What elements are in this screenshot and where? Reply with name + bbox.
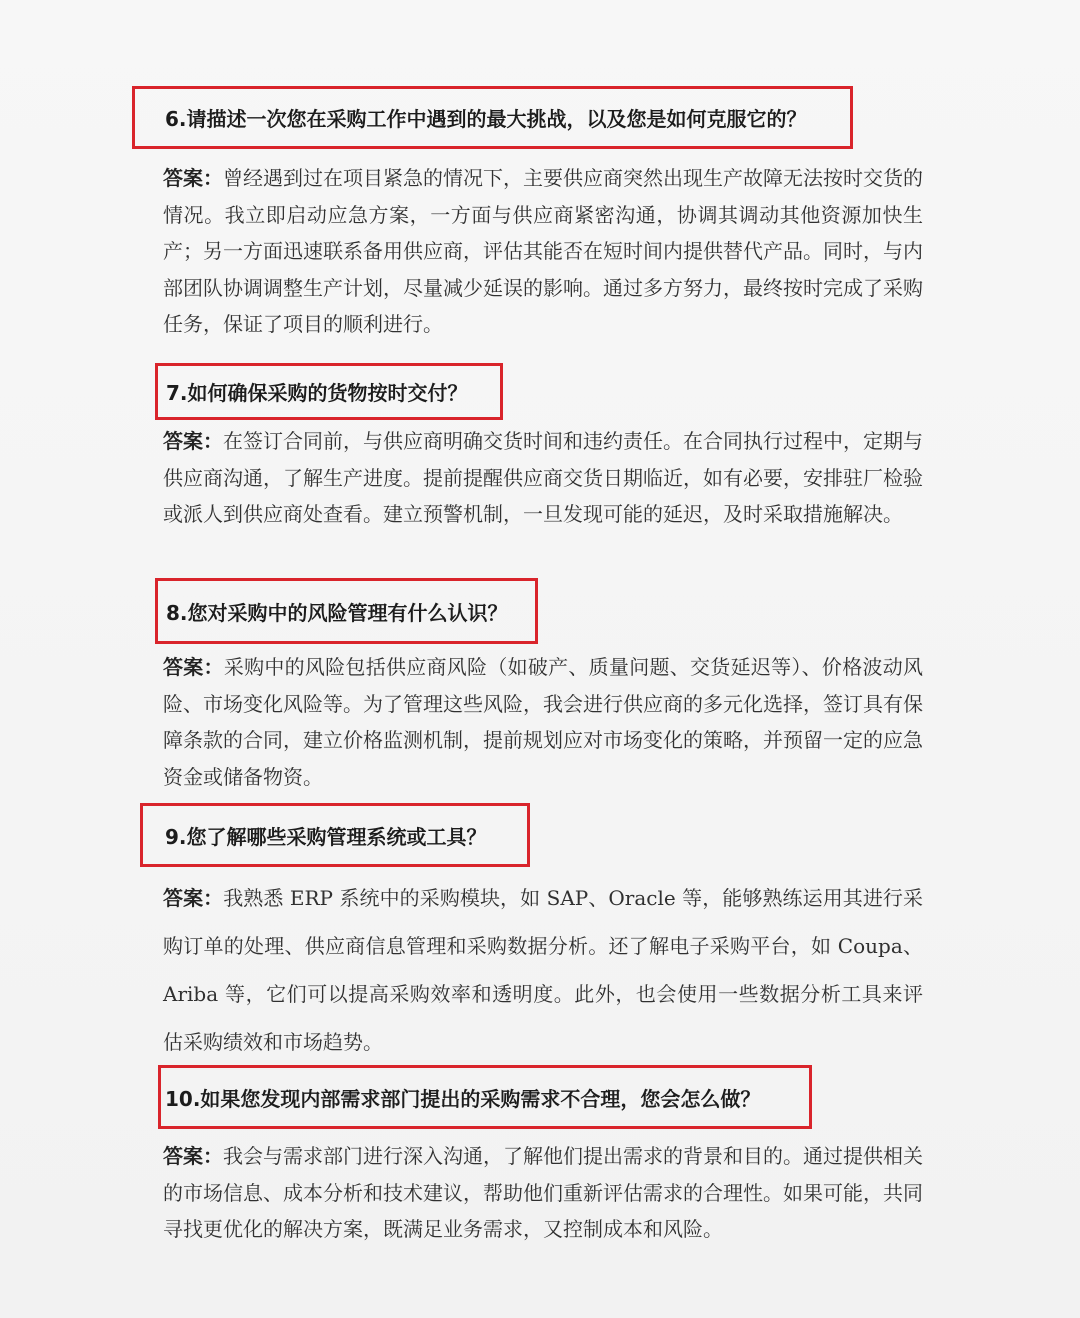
answer-text: 在签订合同前，与供应商明确交货时间和违约责任。在合同执行过程中，定期与供应商沟通，了解生产进度。提前提醒供应商交货日期临近，如有必要，安排驻厂检验或派人到供应商处查看。建立预警机制，一旦发现可能的延迟，及时采取措施解决。 (163, 429, 923, 526)
answer-label: 答案： (163, 886, 224, 910)
answer-text: 采购中的风险包括供应商风险（如破产、质量问题、交货延迟等）、价格波动风险、市场变化风险等。为了管理这些风险，我会进行供应商的多元化选择，签订具有保障条款的合同，建立价格监测机制，提前规划应对市场变化的策略，并预留一定的应急资金或储备物资。 (163, 655, 924, 789)
question-7: 7.如何确保采购的货物按时交付？ (166, 381, 468, 405)
answer-label: 答案： (163, 655, 224, 679)
answer-7 (163, 423, 923, 533)
answer-text: 我熟悉 ERP 系统中的采购模块，如 SAP、Oracle 等，能够熟练运用其进行采购订单的处理、供应商信息管理和采购数据分析。还了解电子采购平台，如 Coupa、Ariba 等，它们可以提高采购效率和透明度。此外，也会使用一些数据分析工具来评估采购绩效和市场趋势。 (163, 886, 923, 1054)
question-box-8 (155, 578, 538, 644)
answer-label: 答案： (163, 166, 223, 190)
answer-text: 我会与需求部门进行深入沟通，了解他们提出需求的背景和目的。通过提供相关的市场信息、成本分析和技术建议，帮助他们重新评估需求的合理性。如果可能，共同寻找更优化的解决方案，既满足业务需求，又控制成本和风险。 (163, 1144, 923, 1241)
answer-label: 答案： (163, 1144, 223, 1168)
question-box-10 (158, 1065, 812, 1129)
answer-label: 答案： (163, 429, 223, 453)
answer-8 (163, 649, 923, 795)
question-10: 10.如果您发现内部需求部门提出的采购需求不合理，您会怎么做？ (165, 1086, 761, 1111)
answer-6 (163, 160, 923, 343)
answer-10 (163, 1138, 923, 1248)
question-6: 6.请描述一次您在采购工作中遇到的最大挑战，以及您是如何克服它的？ (165, 107, 807, 131)
question-box-6 (132, 86, 853, 149)
answer-9 (163, 874, 923, 1066)
question-box-7 (155, 363, 503, 420)
answer-text: 曾经遇到过在项目紧急的情况下，主要供应商突然出现生产故障无法按时交货的情况。我立即启动应急方案，一方面与供应商紧密沟通，协调其调动其他资源加快生产；另一方面迅速联系备用供应商，评估其能否在短时间内提供替代产品。同时，与内部团队协调调整生产计划，尽量减少延误的影响。通过多方努力，最终按时完成了采购任务，保证了项目的顺利进行。 (163, 166, 923, 336)
question-9: 9.您了解哪些采购管理系统或工具？ (165, 824, 487, 849)
question-8: 8.您对采购中的风险管理有什么认识？ (166, 600, 508, 625)
question-box-9 (140, 803, 530, 867)
